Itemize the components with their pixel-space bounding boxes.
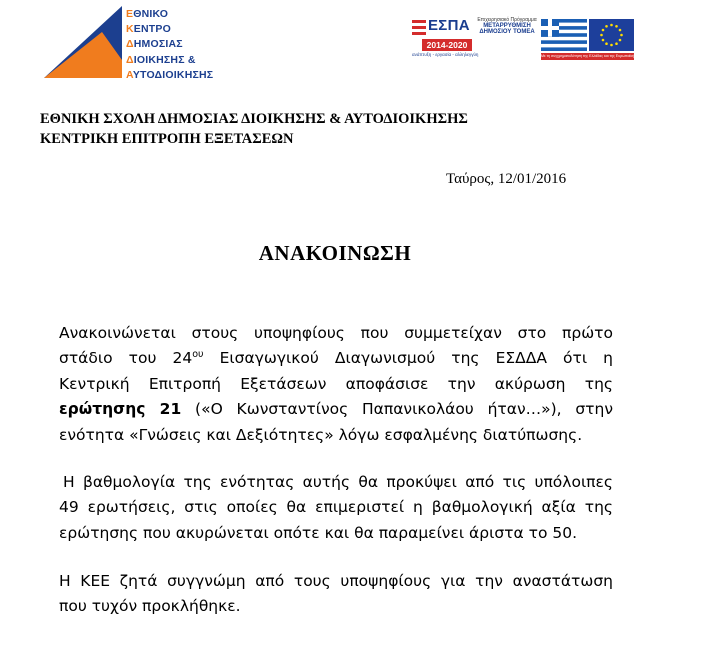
paragraph-1: Ανακοινώνεται στους υποψηφίους που συμμετείχαν στο πρώτο στάδιο του $24^{o\upsilon}$ Εισαγωγικού Διαγωνισμού της ΕΣΔΔΑ ότι η Κεντρική Επιτροπή Εξετάσεων αποφάσισε την ακύρωση της ερώτησης 21 («Ο Κωνσταντίνος Παπανικολάου ήταν…»), στην ενότητα «Γνώσεις και Δεξιότητες» λόγω εσφαλμένης διατύπωσης. <box>59 324 613 444</box>
espa-word: ΕΣΠΑ <box>428 17 470 34</box>
ekdda-logo-text: ΕΘΝΙΚΟ ΚΕΝΤΡΟ ΔΗΜΟΣΙΑΣ ΔΙΟΙΚΗΣΗΣ & ΑΥΤΟΔΙΟΙΚΗΣΗΣ <box>126 8 214 81</box>
espa-tagline: ανάπτυξη - εργασία - αλληλεγγύη <box>412 52 479 57</box>
ekdda-logo-mark <box>42 4 126 80</box>
paragraph-3: Η ΚΕΕ ζητά συγγνώμη από τους υποψηφίους για την αναστάτωση που τυχόν προκλήθηκε. <box>59 572 613 616</box>
ekdda-logo <box>42 4 232 80</box>
espa-program: Επιχειρησιακό Πρόγραμμα ΜΕΤΑΡΡΥΘΜΙΣΗ ΔΗΜΟΣΙΟΥ ΤΟΜΕΑ <box>477 17 537 35</box>
eu-cofinancing-banner: Με τη συγχρηματοδότηση της Ελλάδας και της Ευρωπαϊκής Ένωσης <box>541 54 651 58</box>
espa-banner <box>410 17 651 61</box>
question-reference: ερώτησης 21 <box>59 400 182 419</box>
organization-header <box>40 109 468 149</box>
committee-name: ΚΕΝΤΡΙΚΗ ΕΠΙΤΡΟΠΗ ΕΞΕΤΑΣΕΩΝ <box>40 131 294 147</box>
eu-flag-icon <box>589 19 634 51</box>
espa-stripes-icon <box>410 17 428 37</box>
paragraph-2: Η βαθμολογία της ενότητας αυτής θα προκύψει από τις υπόλοιπες 49 ερωτήσεις, στις οποίες θα επιμεριστεί η βαθμολογική αξία της ερώτησης που ακυρώνεται οπότε και θα παραμείνει άριστα το 50. <box>59 473 613 542</box>
org-name: ΕΘΝΙΚΗ ΣΧΟΛΗ ΔΗΜΟΣΙΑΣ ΔΙΟΙΚΗΣΗΣ & ΑΥΤΟΔΙΟΙΚΗΣΗΣ <box>40 111 468 127</box>
place-date: Ταύρος, 12/01/2016 <box>446 171 567 187</box>
announcement-title: ΑΝΑΚΟΙΝΩΣΗ <box>258 241 412 265</box>
espa-years: 2014-2020 <box>422 39 472 51</box>
greek-flag-icon <box>541 19 587 51</box>
